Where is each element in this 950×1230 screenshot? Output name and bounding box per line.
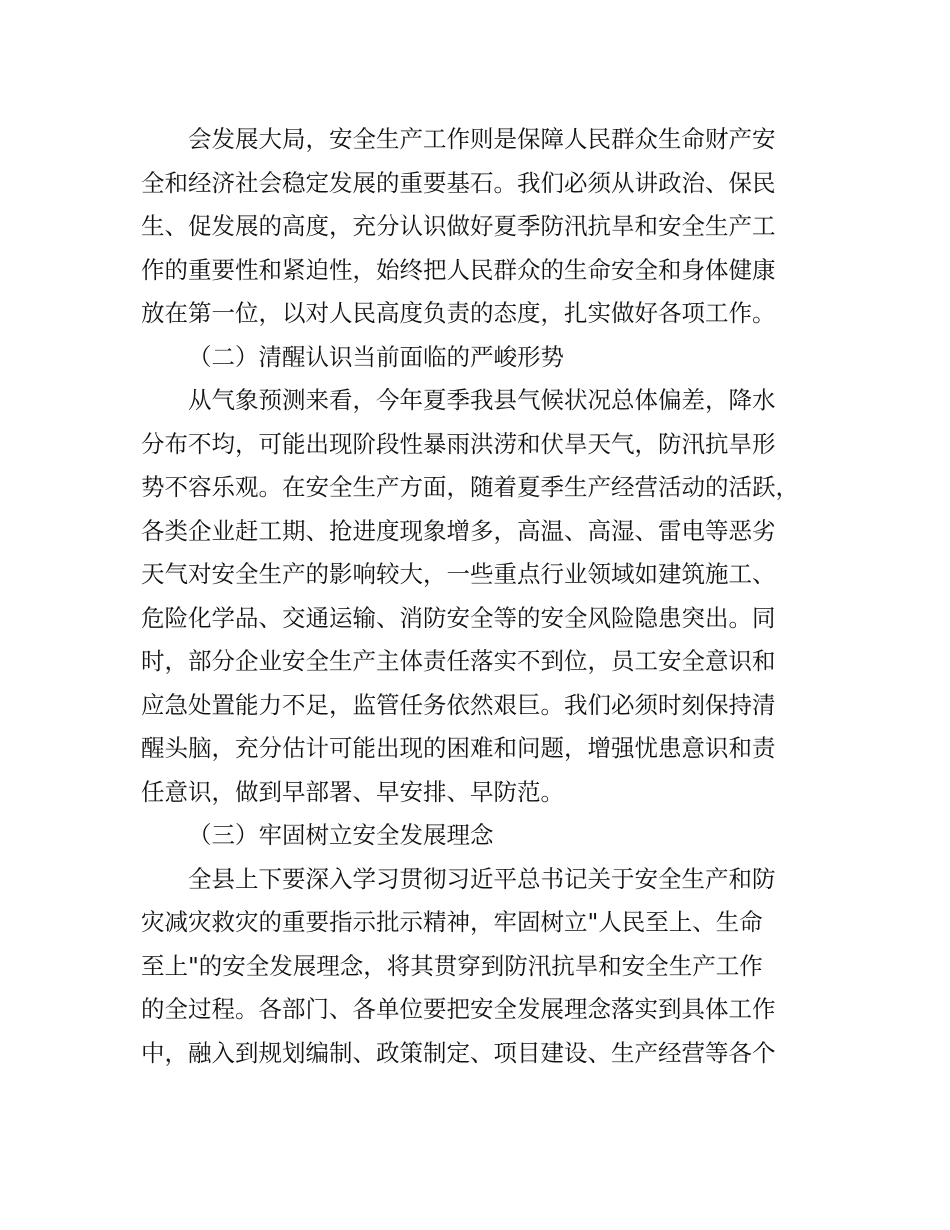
paragraph-line: 势不容乐观。在安全生产方面，随着夏季生产经营活动的活跃， — [141, 473, 799, 501]
paragraph-1 — [141, 118, 831, 336]
paragraph-line: 醒头脑，充分估计可能出现的困难和问题，增强忧患意识和责 — [141, 734, 776, 762]
paragraph-line: 从气象预测来看，今年夏季我县气候状况总体偏差，降水 — [188, 386, 776, 414]
paragraph-line: 各类企业赶工期、抢进度现象增多，高温、高湿、雷电等恶劣 — [141, 516, 776, 545]
paragraph-line: 会发展大局，安全生产工作则是保障人民群众生命财产安 — [188, 125, 776, 153]
paragraph-line: 灾减灾救灾的重要指示批示精神，牢固树立"人民至上、生命 — [141, 908, 763, 936]
paragraph-line: 至上"的安全发展理念，将其贯穿到防汛抗旱和安全生产工作 — [141, 951, 763, 980]
paragraph-3 — [141, 858, 831, 1076]
paragraph-line: 全和经济社会稳定发展的重要基石。我们必须从讲政治、保民 — [141, 168, 776, 197]
document-body — [141, 118, 831, 1075]
paragraph-line: 放在第一位，以对人民高度负责的态度，扎实做好各项工作。 — [141, 299, 776, 327]
paragraph-line: 天气对安全生产的影响较大，一些重点行业领域如建筑施工、 — [141, 560, 776, 588]
paragraph-line: 作的重要性和紧迫性，始终把人民群众的生命安全和身体健康 — [141, 255, 776, 284]
paragraph-line: 全县上下要深入学习贯彻习近平总书记关于安全生产和防 — [188, 864, 776, 893]
section-heading-3: （三）牢固树立安全发展理念 — [188, 821, 494, 849]
paragraph-line: 的全过程。各部门、各单位要把安全发展理念落实到具体工作 — [141, 995, 776, 1023]
paragraph-line: 中，融入到规划编制、政策制定、项目建设、生产经营等各个 — [141, 1038, 776, 1067]
paragraph-line: 生、促发展的高度，充分认识做好夏季防汛抗旱和安全生产工 — [141, 212, 776, 240]
paragraph-line: 应急处置能力不足，监管任务依然艰巨。我们必须时刻保持清 — [141, 690, 776, 719]
paragraph-line: 危险化学品、交通运输、消防安全等的安全风险隐患突出。同 — [141, 603, 776, 632]
paragraph-line: 分布不均，可能出现阶段性暴雨洪涝和伏旱天气，防汛抗旱形 — [141, 429, 776, 458]
paragraph-2 — [141, 379, 831, 814]
paragraph-line: 任意识，做到早部署、早安排、早防范。 — [141, 777, 564, 806]
section-heading-2: （二）清醒认识当前面临的严峻形势 — [188, 342, 564, 371]
paragraph-line: 时，部分企业安全生产主体责任落实不到位，员工安全意识和 — [141, 647, 776, 675]
